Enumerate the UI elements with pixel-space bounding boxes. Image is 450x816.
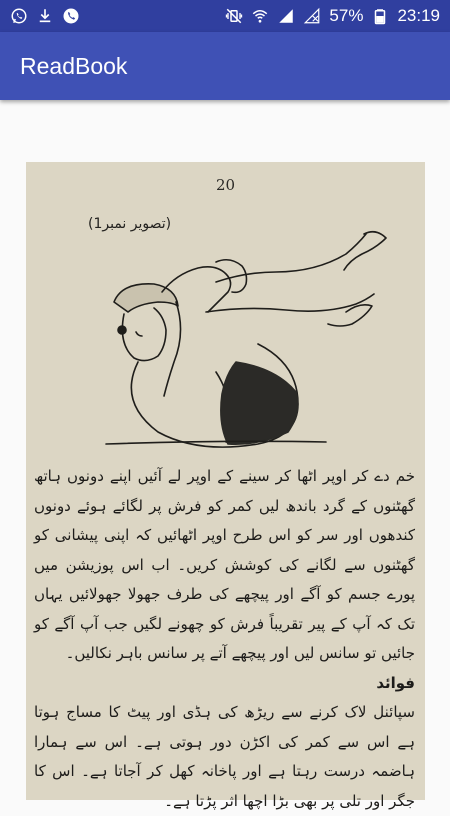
page-text bbox=[34, 462, 415, 816]
status-bar-system bbox=[225, 6, 440, 26]
vibrate-icon bbox=[225, 7, 243, 25]
battery-icon bbox=[371, 7, 389, 25]
download-icon bbox=[36, 7, 54, 25]
status-bar-notifications bbox=[10, 7, 80, 25]
page-number: 20 bbox=[215, 176, 236, 194]
app-title: ReadBook bbox=[20, 52, 128, 79]
app-bar bbox=[0, 32, 450, 100]
wifi-call-icon bbox=[251, 7, 269, 25]
signal-icon bbox=[277, 7, 295, 25]
paragraph-benefits: سپائنل لاک کرنے سے ریڑھ کی ہڈی اور پیٹ کا مساج ہوتا ہے اس سے کمر کی اکڑن دور ہوتی ہے۔ اس سے ہمارا ہاضمہ درست رہتا ہے اور پاخانہ کھل کر آجاتا ہے۔ اس کا جگر اور تلی پر بھی بڑا اچھا اثر پڑتا ہے۔ bbox=[34, 703, 415, 810]
benefits-heading: فوائد bbox=[376, 673, 415, 692]
book-page-viewer[interactable] bbox=[26, 162, 425, 810]
paragraph-instructions: خم دے کر اوپر اٹھا کر سینے کے اوپر لے آئیں اپنے دونوں ہاتھ گھٹنوں کے گرد باندھ لیں کمر کو فرش پر لگائے ہوئے دونوں کندھوں اور سر کو اس طرح اوپر اٹھائیں کہ اپنی پیشانی کو گھٹنوں سے لگانے کی کوشش کریں۔ اب اس پوزیشن میں پورے جسم کو آگے اور پیچھے کی طرف جھولا جھولائیں یہاں تک کہ آپ کے پیر تقریباً فرش کو چھونے لگیں جب آپ آگے کو جائیں تو سانس لیں اور پیچھے آتے پر سانس باہر نکالیں۔ bbox=[34, 467, 415, 662]
yoga-pose-illustration bbox=[66, 222, 396, 452]
no-sim-icon bbox=[303, 7, 321, 25]
battery-percentage: 57% bbox=[329, 6, 364, 25]
clock: 23:19 bbox=[397, 6, 440, 25]
status-bar bbox=[0, 0, 450, 32]
figure-caption: (تصویر نمبر1) bbox=[88, 216, 172, 232]
whatsapp-icon bbox=[10, 7, 28, 25]
phone-icon bbox=[62, 7, 80, 25]
